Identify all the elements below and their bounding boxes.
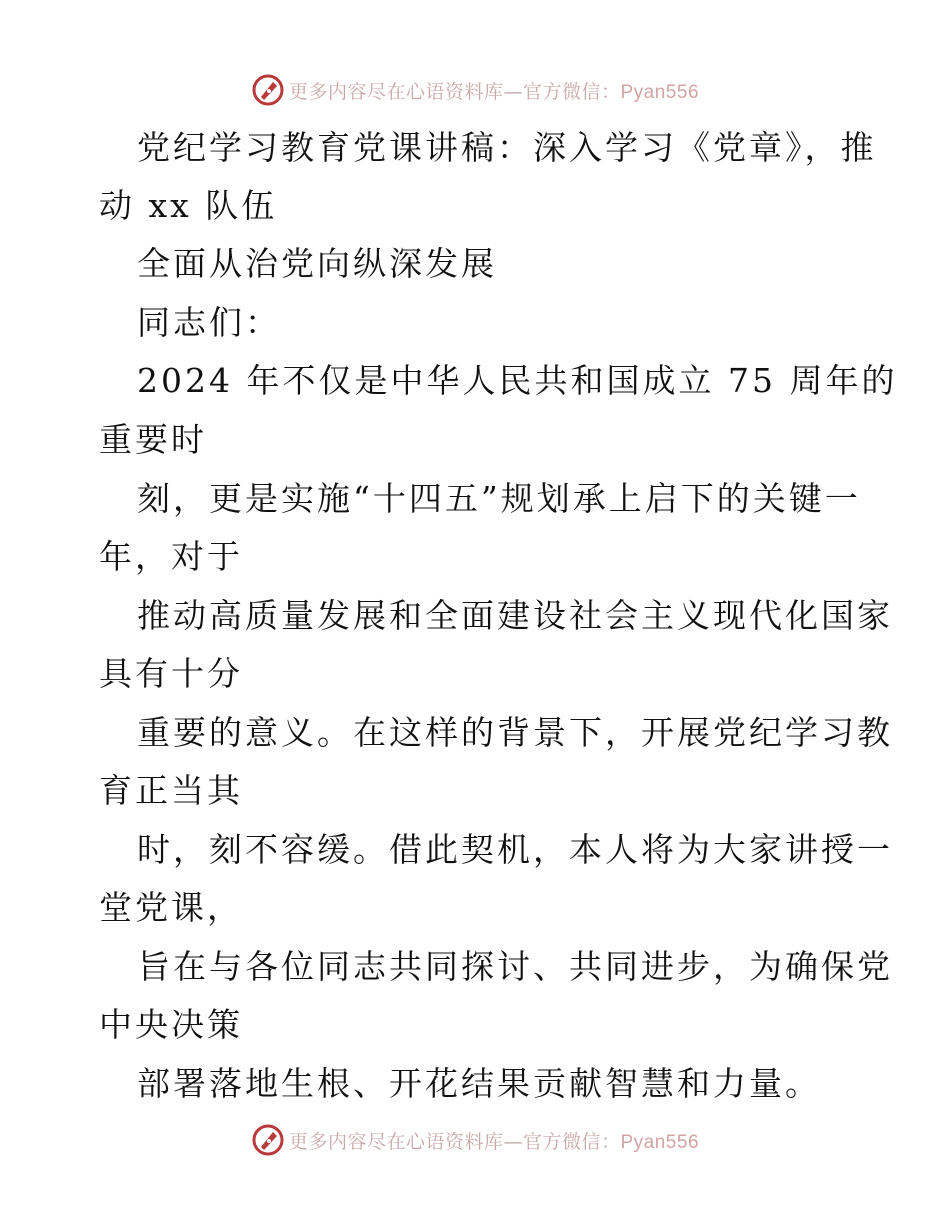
watermark-separator: — xyxy=(503,80,523,103)
text-line: 时，刻不容缓。借此契机，本人将为大家讲授一 xyxy=(137,830,893,869)
text-line: 重要的意义。在这样的背景下，开展党纪学习教 xyxy=(137,713,893,752)
pen-nib-circle-icon xyxy=(251,1123,285,1157)
watermark-text xyxy=(289,77,699,104)
text-line: 推动高质量发展和全面建设社会主义现代化国家 xyxy=(137,596,893,635)
text-line: 动 xx 队伍 xyxy=(99,186,278,225)
text-line: 党纪学习教育党课讲稿：深入学习《党章》，推 xyxy=(137,128,877,167)
pen-nib-circle-icon xyxy=(251,73,285,107)
text-line: 旨在与各位同志共同探讨、共同进步，为确保党 xyxy=(137,947,893,986)
text-line: 刻，更是实施“十四五”规划承上启下的关键一 xyxy=(137,479,861,518)
text-line: 重要时 xyxy=(99,420,207,459)
watermark-contact-label: 官方微信： xyxy=(522,80,621,103)
footer-watermark xyxy=(0,1120,950,1160)
text-line: 年，对于 xyxy=(99,537,243,576)
text-line: 堂党课， xyxy=(99,888,243,927)
text-line: 全面从治党向纵深发展 xyxy=(137,244,497,283)
text-line: 同志们： xyxy=(137,303,281,342)
watermark-separator: — xyxy=(503,1130,523,1153)
watermark-contact-id: Pyan556 xyxy=(620,1131,700,1153)
text-line: 具有十分 xyxy=(99,654,243,693)
text-line: 2024 年不仅是中华人民共和国成立 75 周年的 xyxy=(137,361,898,400)
header-watermark xyxy=(0,70,950,110)
watermark-contact-id: Pyan556 xyxy=(620,81,700,103)
watermark-title: 更多内容尽在心语资料库 xyxy=(288,80,504,103)
text-line: 中央决策 xyxy=(99,1005,243,1044)
watermark-text xyxy=(289,1127,699,1154)
watermark-title: 更多内容尽在心语资料库 xyxy=(288,1130,504,1153)
watermark-contact-label: 官方微信： xyxy=(522,1130,621,1153)
text-line: 部署落地生根、开花结果贡献智慧和力量。 xyxy=(137,1064,821,1103)
text-line: 育正当其 xyxy=(99,771,243,810)
